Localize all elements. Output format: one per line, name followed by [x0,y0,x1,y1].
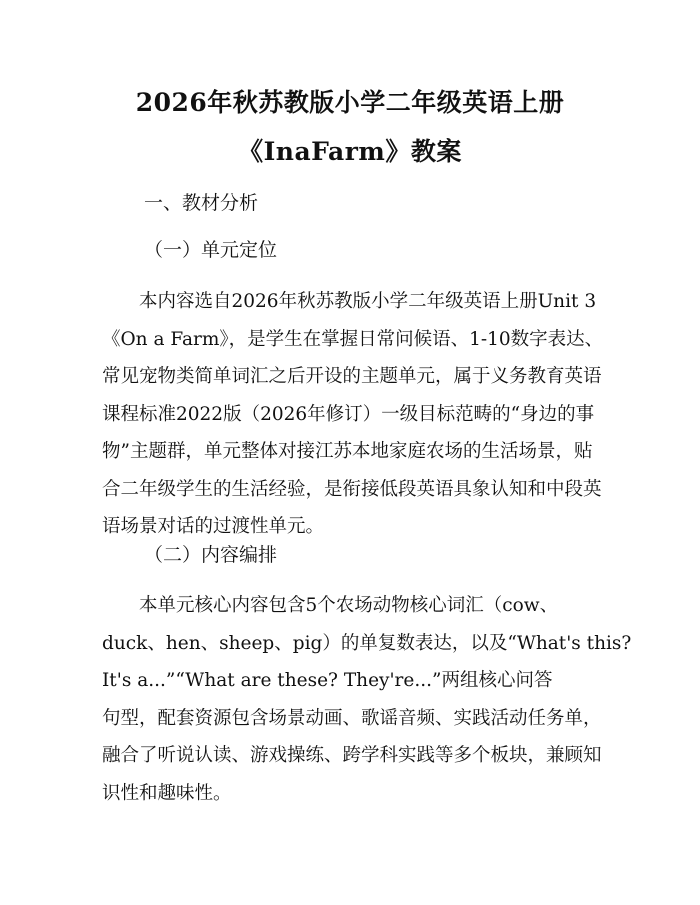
paragraph-line: 融合了听说认读、游戏操练、跨学科实践等多个板块，兼顾知 [102,745,602,766]
paragraph-content-arrangement [102,587,632,812]
paragraph-line: 句型，配套资源包含场景动画、歌谣音频、实践活动任务单， [102,707,602,729]
paragraph-line: 常见宠物类简单词汇之后开设的主题单元，属于义务教育英语 [102,366,602,387]
document-title-line2: 《InaFarm》教案 [238,137,462,166]
paragraph-line: 本单元核心内容包含5个农场动物核心词汇（cow、 [102,595,559,616]
paragraph-line: It's a...”“What are these? They're...”两组核心问答 [102,670,553,691]
paragraph-line: 识性和趣味性。 [102,782,232,804]
paragraph-line: 《On a Farm》，是学生在掌握日常问候语、1-10数字表达、 [102,328,604,350]
document-title-line1: 2026年秋苏教版小学二年级英语上册 [135,88,565,117]
paragraph-unit-positioning [102,283,602,546]
paragraph-line: 合二年级学生的生活经验，是衔接低段英语具象认知和中段英 [102,478,602,500]
subsection-heading-unit-positioning: （一）单元定位 [144,239,278,261]
paragraph-line: duck、hen、sheep、pig）的单复数表达，以及“What's this? [102,632,632,654]
subsection-heading-content-arrangement: （二）内容编排 [144,544,278,566]
paragraph-line: 本内容选自2026年秋苏教版小学二年级英语上册Unit 3 [102,291,597,312]
paragraph-line: 物”主题群，单元整体对接江苏本地家庭农场的生活场景，贴 [102,441,593,462]
section-heading-textbook-analysis: 一、教材分析 [144,192,259,214]
paragraph-line: 课程标准2022版（2026年修订）一级目标范畴的“身边的事 [102,403,595,425]
paragraph-line: 语场景对话的过渡性单元。 [102,516,325,537]
